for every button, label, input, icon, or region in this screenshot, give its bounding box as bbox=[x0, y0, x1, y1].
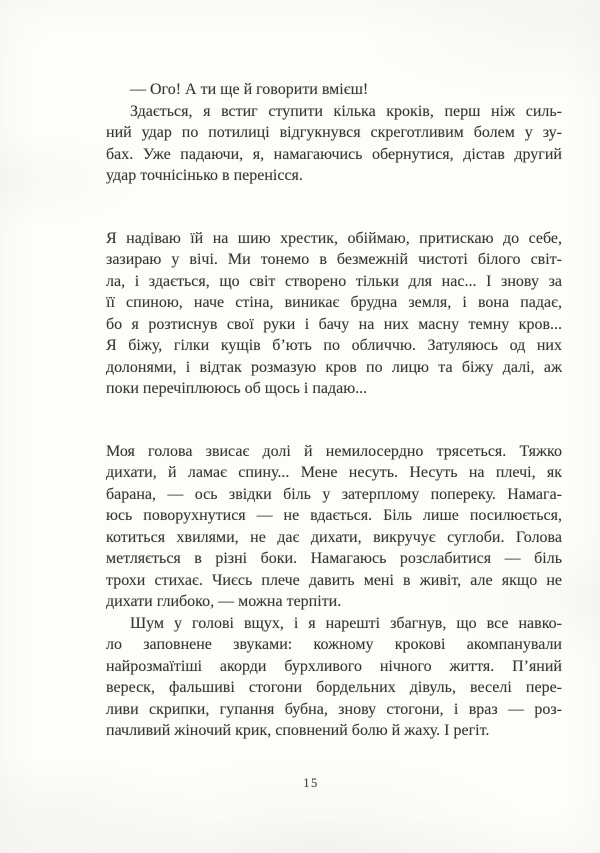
text-line: поки перечіплююсь об щось і падаю... bbox=[106, 380, 368, 397]
text-line: Я надіваю їй на шию хрестик, обіймаю, притискаю до себе, bbox=[106, 229, 562, 247]
text-line: її спиною, наче стіна, виникає брудна земля, і вона падає, bbox=[106, 294, 562, 311]
text-line: бо я розтиснув свої руки і бачу на них масну темну кров... bbox=[106, 315, 562, 333]
text-line: вереск, фальшиві стогони бордельних дівуль, веселі пере- bbox=[106, 679, 562, 696]
text-line: барана, — ось звідки біль у затерплому попереку. Намага- bbox=[106, 485, 562, 503]
body-paragraph bbox=[106, 441, 562, 613]
text-line: пачливий жіночий крик, сповнений болю й жаху. І регіт. bbox=[106, 722, 490, 739]
text-line: Я біжу, гілки кущів б’ють по обличчю. Затуляюсь од них bbox=[106, 337, 562, 354]
text-line: Моя голова звисає долі й немилосердно трясеться. Тяжко bbox=[106, 442, 562, 460]
text-line: юсь поворухнутися — не вдається. Біль лише посилюється, bbox=[106, 507, 562, 524]
text-line: найрозмаїтіші акорди бурхливого нічного життя. П’яний bbox=[106, 657, 562, 675]
text-line: — Ого! А ти ще й говорити вмієш! bbox=[130, 81, 369, 98]
text-line: бах. Уже падаючи, я, намагаючись обернутися, дістав другий bbox=[106, 145, 562, 163]
text-line: метляється в різні боки. Намагаюсь розслабитися — біль bbox=[106, 550, 562, 567]
text-line: котиться хвилями, не дає дихати, викручує суглоби. Голова bbox=[106, 528, 562, 546]
text-line: ла, і здається, що світ створено тільки для нас... І знову за bbox=[106, 272, 562, 290]
text-line: ний удар по потилиці відгукнувся скреготливим болем у зу- bbox=[106, 124, 562, 141]
text-line: ливи скрипки, гупання бубна, знову стогони, і враз — роз- bbox=[106, 700, 562, 718]
page-number: 15 bbox=[303, 776, 319, 790]
body-paragraph bbox=[106, 228, 562, 400]
text-line: Шум у голові вщух, і я нарешті збагнув, що все навко- bbox=[130, 614, 562, 632]
body-paragraph bbox=[106, 101, 562, 187]
text-line: зазираю у вічі. Ми тонемо в безмежній чистоті білого світ- bbox=[106, 251, 562, 268]
body-paragraph bbox=[106, 613, 562, 742]
text-line: Здається, я встиг ступити кілька кроків, перш ніж силь- bbox=[130, 102, 562, 120]
text-area bbox=[106, 79, 562, 742]
text-line: дихати, й ламає спину... Мене несуть. Несуть на плечі, як bbox=[106, 464, 562, 481]
text-line: дихати глибоко, — можна терпіти. bbox=[106, 593, 342, 610]
text-line: долонями, і відтак розмазую кров по лицю та біжу далі, аж bbox=[106, 358, 562, 376]
text-line: ло заповнене звуками: кожному крокові акомпанували bbox=[106, 636, 562, 653]
text-line: трохи стихає. Чиєсь плече давить мені в живіт, але якщо не bbox=[106, 571, 562, 589]
dialogue-paragraph bbox=[106, 79, 562, 101]
text-line: удар точнісінько в перенісся. bbox=[106, 167, 303, 184]
